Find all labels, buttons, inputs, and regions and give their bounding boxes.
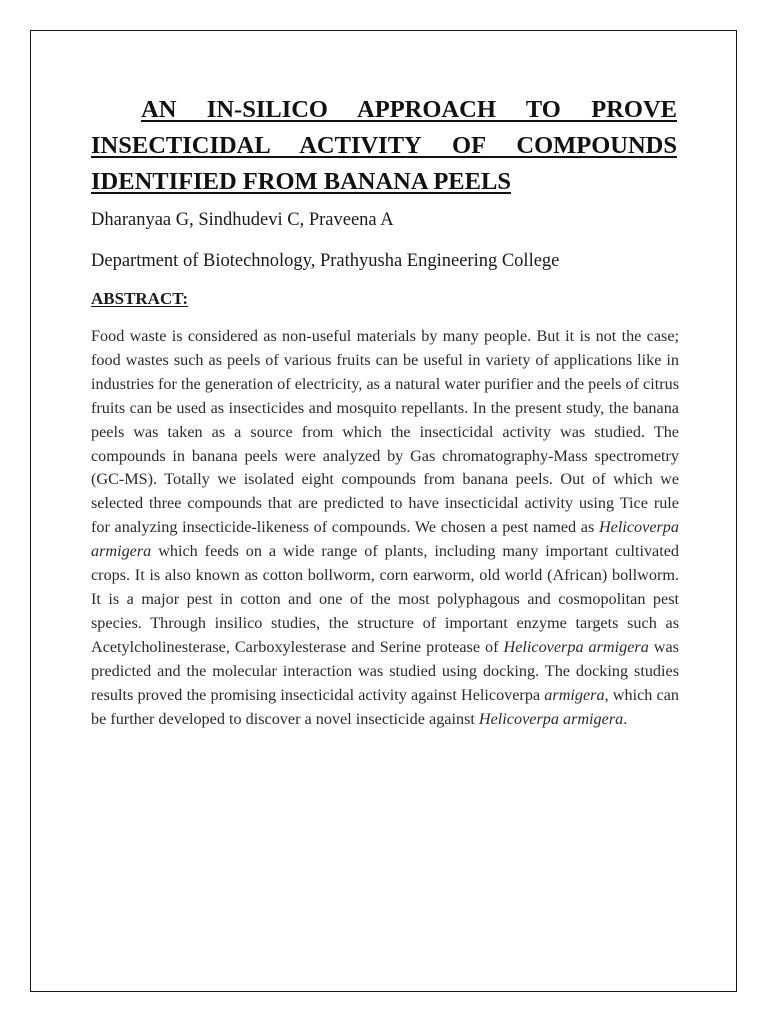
abstract-segment: Food waste is considered as non-useful materials by many people. But it is not the case; food wastes such as peels of various fruits can be useful in variety of applications like in industries for the generation of electricity, as a natural water purifier and the peels of citrus fruits can be used as insecticides and mosquito repellants. In the present study, the banana peels was taken as a source from which the insecticidal activity was studied. The compounds in banana peels were analyzed by Gas chromatography-Mass spectrometry (GC-MS). Totally we isolated eight compounds from banana peels. Out of which we selected three compounds that are predicted to have insecticidal activity using Tice rule for analyzing insecticide-likeness of compounds. We chosen a pest named as (91, 327, 679, 537)
abstract-segment: which feeds on a wide range of plants, including many important cultivated crops. It is also known as cotton bollworm, corn earworm, old world (African) bollworm. It is a major pest in cotton and one of the most polyphagous and cosmopolitan pest species. Through insilico studies, the structure of important enzyme targets such as Acetylcholinesterase, Carboxylesterase and Serine protease of (91, 542, 679, 656)
species-name: armigera (544, 685, 605, 704)
abstract-segment: was predicted and the molecular interaction was studied using docking. The docking studies results proved the promising insecticidal activity against Helicoverpa (91, 637, 679, 704)
author-list: Dharanyaa G, Sindhudevi C, Praveena A (91, 210, 394, 230)
abstract-text (91, 325, 679, 731)
abstract-segment: . (623, 709, 628, 728)
species-name: Helicoverpa armigera (91, 518, 679, 561)
abstract-heading: ABSTRACT: (91, 289, 188, 308)
paper-title: AN IN-SILICO APPROACH TO PROVE INSECTICIDAL ACTIVITY OF COMPOUNDS IDENTIFIED FROM BANANA PEELS (91, 96, 677, 195)
affiliation: Department of Biotechnology, Prathyusha Engineering College (91, 251, 560, 271)
abstract-segment: , which can be further developed to discover a novel insecticide against (91, 685, 679, 728)
species-name: Helicoverpa armigera (478, 709, 624, 728)
species-name: Helicoverpa armigera (503, 637, 649, 656)
